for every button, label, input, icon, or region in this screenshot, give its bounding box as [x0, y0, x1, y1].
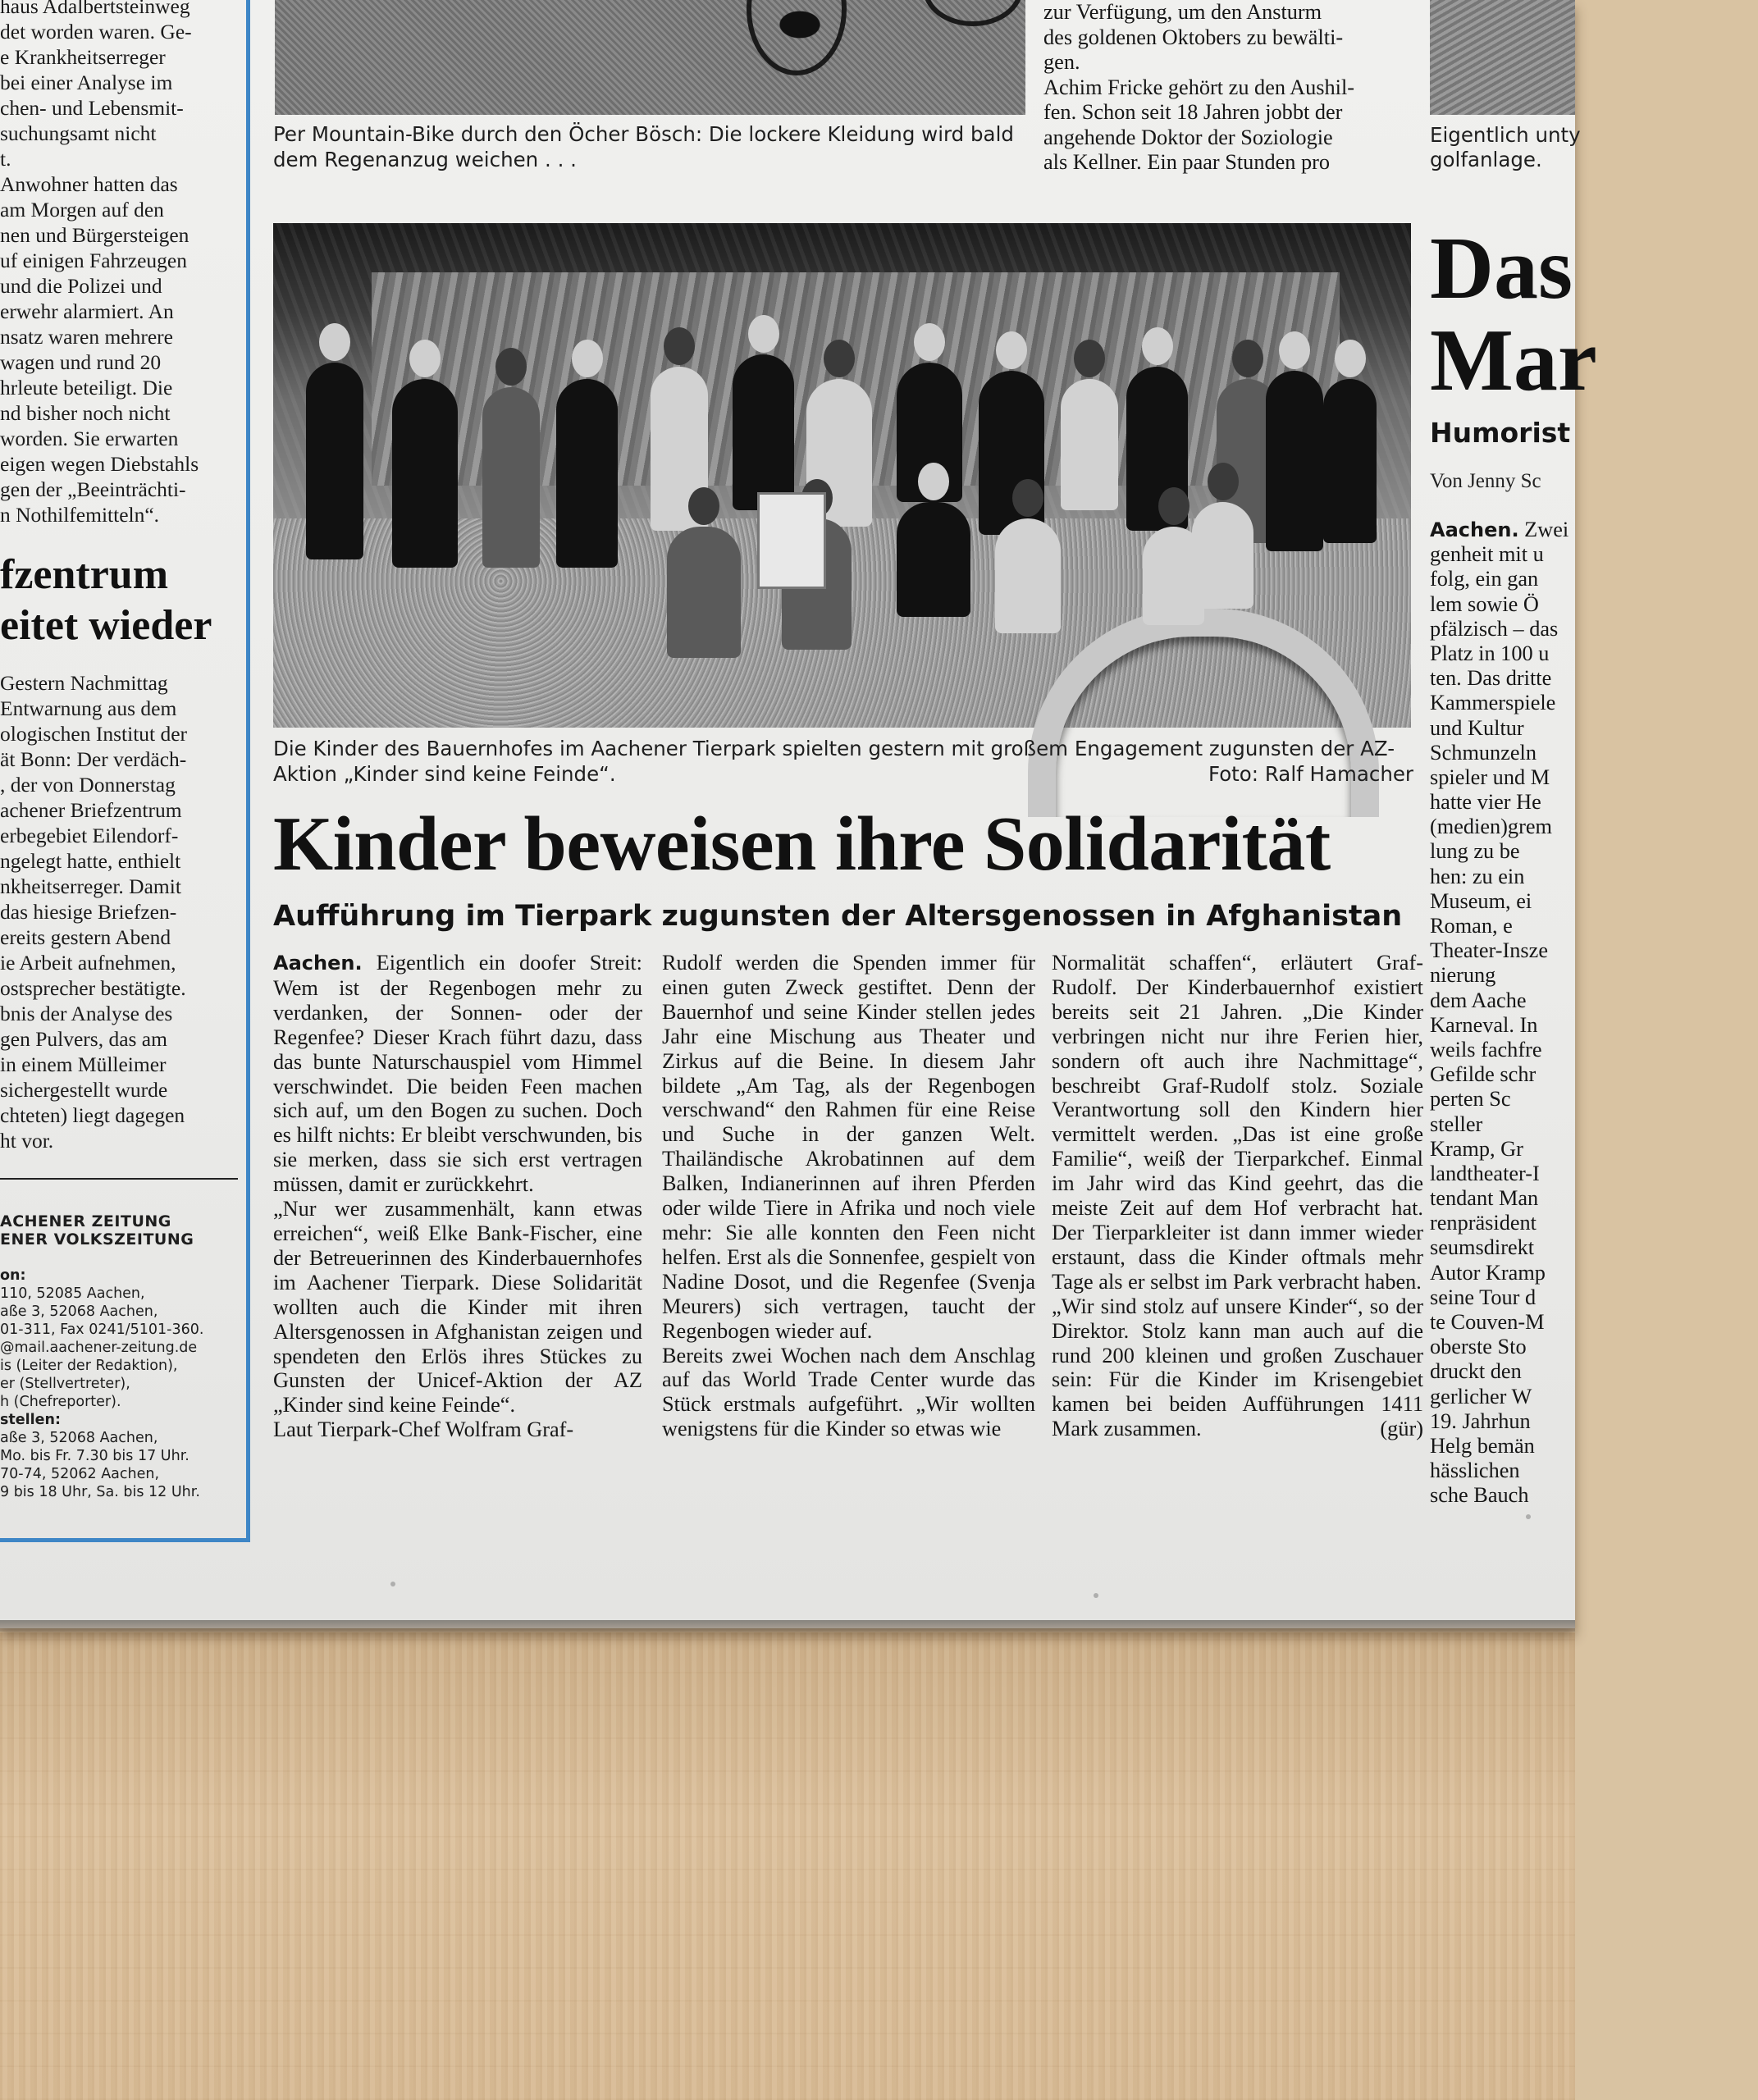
- left-text-line: achener Briefzentrum: [0, 798, 182, 822]
- impressum-line: stellen:: [0, 1412, 61, 1428]
- right-text-line: 19. Jahrhun: [1430, 1408, 1531, 1433]
- main-photo-caption: Die Kinder des Bauernhofes im Aachener Tierpark spielten gestern mit großem Engagement zugunsten der AZ-Aktion „Kinder sind keine Feinde“.: [273, 737, 1395, 786]
- right-text-line: Karneval. In: [1430, 1012, 1538, 1037]
- right-text-line: hen: zu ein: [1430, 864, 1525, 888]
- right-text-line: lung zu be: [1430, 839, 1520, 864]
- left-text-line: eigen wegen Diebstahls: [0, 452, 199, 476]
- left-text-line: ologischen Institut der: [0, 722, 188, 746]
- left-text-line: hrleute beteiligt. Die: [0, 376, 173, 399]
- golf-photo: [1430, 0, 1575, 115]
- left-text-line: am Morgen auf den: [0, 198, 164, 221]
- left-text-line: bnis der Analyse des: [0, 1002, 173, 1025]
- impressum-line: 70-74, 52062 Aachen,: [0, 1466, 160, 1482]
- right-subheadline: Humorist: [1430, 417, 1571, 449]
- top-text-line: des goldenen Oktobers zu bewälti-: [1043, 25, 1344, 49]
- left-text-line: Entwarnung aus dem: [0, 696, 177, 720]
- right-text-line: Helg bemän: [1430, 1433, 1535, 1458]
- right-text-line: oberste Sto: [1430, 1335, 1527, 1359]
- left-text-line: haus Adalbertsteinweg: [0, 0, 190, 18]
- child-head: [1232, 340, 1263, 377]
- article-dateline: Aachen.: [273, 952, 363, 975]
- children-group-photo: [273, 223, 1411, 728]
- right-byline: Von Jenny Sc: [1430, 470, 1541, 492]
- left-text-line: bei einer Analyse im: [0, 71, 173, 94]
- left-text-line: chteten) liegt dagegen: [0, 1103, 185, 1127]
- left-text-line: ngelegt hatte, enthielt: [0, 849, 181, 873]
- child-figure: [482, 387, 540, 568]
- left-text-line: suchungsamt nicht: [0, 121, 157, 145]
- left-text-line: nen und Bürgersteigen: [0, 223, 189, 247]
- impressum-line: [0, 1249, 238, 1267]
- wooden-table-surface: [0, 1632, 1575, 2100]
- right-text-line: Museum, ei: [1430, 888, 1532, 913]
- child-figure: [556, 379, 618, 568]
- child-head: [918, 463, 949, 500]
- impressum-line: ACHENER ZEITUNG: [0, 1212, 171, 1230]
- right-text-line: Theater-Insze: [1430, 938, 1549, 963]
- child-head: [748, 315, 779, 353]
- left-text-line: wagen und rund 20: [0, 350, 162, 374]
- impressum-line: aße 3, 52068 Aachen,: [0, 1430, 158, 1446]
- left-text-line: ie Arbeit aufnehmen,: [0, 951, 176, 975]
- article-col2-paragraph-1: Rudolf werden die Spenden immer für einen guten Zweck gestiftet. Denn der Bauernhof und seine Kinder stellen jedes Jahr eine Mischung aus Theater und Zirkus auf die Beine. In diesem Jahr bildete „Am Tag, als der Regenbogen verschwand“ den Rahmen für eine Reise und Suche in der ganzen Welt. Thailändische Akrobatinnen auf dem Balken, Indianerinnen auf ihren Pferden oder wilde Tiere in Afrika und noch viele mehr: Sie alle konnten den Feen nicht helfen. Erst als die Sonnenfee, gespielt von Nadine Dosot, und die Regenfee (Svenja Meurers) sich vertragen, taucht der Regenbogen wieder auf.: [662, 951, 1035, 1343]
- left-headline-line-2: eitet wieder: [0, 602, 212, 649]
- right-dateline: Aachen.: [1430, 518, 1519, 541]
- left-text-line: gen Pulvers, das am: [0, 1027, 167, 1051]
- impressum-line: Mo. bis Fr. 7.30 bis 17 Uhr.: [0, 1448, 189, 1464]
- right-text-line: genheit mit u: [1430, 542, 1544, 567]
- right-column: [1430, 0, 1597, 1542]
- right-text-line: spieler und M: [1430, 765, 1550, 789]
- right-photo-caption: Eigentlich unty golfanlage.: [1430, 123, 1581, 171]
- right-text-line: te Couven-M: [1430, 1310, 1545, 1334]
- left-text-line: chen- und Lebensmit-: [0, 96, 184, 120]
- left-text-line: erwehr alarmiert. An: [0, 299, 174, 323]
- child-head: [1158, 487, 1190, 525]
- main-photo-caption-block: [273, 736, 1413, 787]
- article-column-1: [273, 951, 642, 1442]
- right-text-line: druckt den: [1430, 1359, 1522, 1384]
- left-text-line: Gestern Nachmittag: [0, 671, 168, 695]
- impressum-line: ENER VOLKSZEITUNG: [0, 1230, 194, 1249]
- top-text-line: angehende Doktor der Soziologie: [1043, 125, 1333, 149]
- top-photo-caption: Per Mountain-Bike durch den Öcher Bösch: Die lockere Kleidung wird bald dem Regenanzug weichen . . .: [273, 122, 1014, 171]
- left-text-line: nd bisher noch nicht: [0, 401, 171, 425]
- child-head: [319, 323, 350, 361]
- child-head: [1012, 479, 1043, 517]
- left-text-line: ht vor.: [0, 1129, 54, 1153]
- right-text-line: Platz in 100 u: [1430, 641, 1550, 665]
- right-text-line: und Kultur: [1430, 715, 1524, 740]
- right-text-line: gerlicher W: [1430, 1384, 1532, 1408]
- top-text-line: als Kellner. Ein paar Stunden pro: [1043, 150, 1331, 174]
- left-text-line: uf einigen Fahrzeugen: [0, 249, 187, 272]
- article-col3-paragraph-1: Normalität schaffen“, erläutert Graf-Rudolf. Der Kinderbauernhof existiert bereits seit 21 Jahren. „Die Kinder verbringen nicht nur ihre Ferien hier, sondern oft auch ihre Nachmittage“, beschreibt Graf-Rudolf stolz. Soziale Verantwortung soll den Kindern hier vermittelt werden. „Das ist eine große Familie“, weiß der Tierparkchef. Einmal im Jahr wird das Kind geehrt, das die meiste Zeit auf dem Hof verbracht hat. Der Tierparkleiter ist dann immer wieder erstaunt, dass die Kinder oftmals mehr Tage als er selbst im Park verbracht haben.: [1052, 951, 1423, 1294]
- left-text-line: und die Polizei und: [0, 274, 162, 298]
- left-text-line: n Nothilfemitteln“.: [0, 503, 160, 527]
- blue-box-border: [246, 0, 250, 1542]
- blue-box-border-bottom: [0, 1538, 250, 1542]
- article-col2-paragraph-2: Bereits zwei Wochen nach dem Anschlag auf das World Trade Center wurde das Stück erstmals aufgeführt. „Wir wollten wenigstens für die Kinder so etwas wie: [662, 1343, 1035, 1441]
- left-text-line: nkheitserreger. Damit: [0, 874, 181, 898]
- article-col3-paragraph-2: „Wir sind stolz auf unsere Kinder“, so der Direktor. Stolz kann man auch auf die rund 200 kleinen und großen Zuschauer sein: Für die Kinder im Krisengebiet kamen bei beiden Aufführungen 1411 Mark zusammen.: [1052, 1294, 1423, 1441]
- impressum-line: 01-311, Fax 0241/5101-360.: [0, 1322, 204, 1338]
- child-head: [1074, 340, 1105, 377]
- child-head: [664, 327, 695, 365]
- child-head: [409, 340, 441, 377]
- right-headline: [1430, 220, 1597, 409]
- bike-wheel-shape: [747, 0, 847, 75]
- right-text-line: pfälzisch – das: [1430, 616, 1559, 641]
- right-text-line: Gefilde schr: [1430, 1062, 1537, 1087]
- impressum-line: on:: [0, 1267, 26, 1284]
- left-text-line: ereits gestern Abend: [0, 925, 171, 949]
- child-head: [1335, 340, 1366, 377]
- child-head: [996, 331, 1027, 369]
- article-column-2: [662, 951, 1035, 1441]
- child-head: [1279, 331, 1310, 369]
- impressum-box: [0, 1212, 238, 1501]
- top-text-line: zur Verfügung, um den Ansturm: [1043, 0, 1322, 24]
- right-text-line: Roman, e: [1430, 914, 1513, 938]
- right-headline-line-2: Mar: [1430, 312, 1597, 409]
- left-text-line: e Krankheitserreger: [0, 45, 166, 69]
- article-column-3: [1052, 951, 1423, 1441]
- right-text-line: renpräsident: [1430, 1211, 1537, 1235]
- child-figure: [897, 502, 970, 617]
- poster-held-by-child: [757, 492, 826, 589]
- right-headline-line-1: Das: [1430, 220, 1573, 317]
- paper-edge-shadow: [0, 1620, 1575, 1632]
- article-headline: Kinder beweisen ihre Solidarität: [273, 801, 1331, 887]
- right-text-line: landtheater-I: [1430, 1161, 1540, 1185]
- right-text-line: perten Sc: [1430, 1087, 1511, 1112]
- right-text-line: lem sowie Ö: [1430, 591, 1539, 616]
- left-text-line: , der von Donnerstag: [0, 773, 176, 797]
- right-text-line: Schmunzeln: [1430, 740, 1537, 765]
- left-text-line: gen der „Beeinträchti-: [0, 477, 186, 501]
- right-text-line: hässlichen: [1430, 1459, 1520, 1483]
- photo-credit: Foto: Ralf Hamacher: [1208, 762, 1413, 786]
- right-text-line: weils fachfre: [1430, 1037, 1542, 1061]
- right-text-line: seumsdirekt: [1430, 1235, 1535, 1260]
- impressum-line: er (Stellvertreter),: [0, 1376, 130, 1392]
- left-text-line: in einem Mülleimer: [0, 1052, 167, 1076]
- impressum-line: 110, 52085 Aachen,: [0, 1285, 145, 1302]
- child-head: [572, 340, 603, 377]
- right-text-line: Kammerspiele: [1430, 691, 1556, 715]
- child-figure: [392, 379, 458, 568]
- child-head: [1208, 463, 1239, 500]
- top-article-text: [1043, 0, 1409, 176]
- top-text-line: gen.: [1043, 50, 1080, 74]
- right-text-line: Kramp, Gr: [1430, 1136, 1523, 1161]
- left-article-headline: [0, 550, 238, 651]
- impressum-line: h (Chefreporter).: [0, 1394, 121, 1410]
- child-head: [495, 348, 527, 386]
- left-text-line: ät Bonn: Der verdäch-: [0, 747, 187, 771]
- left-text-line: det worden waren. Ge-: [0, 20, 192, 43]
- child-figure: [306, 363, 363, 559]
- impressum-line: @mail.aachener-zeitung.de: [0, 1340, 198, 1356]
- left-column: [0, 0, 246, 1542]
- bike-wheel-shape: [923, 0, 1023, 26]
- left-text-line: Anwohner hatten das: [0, 172, 178, 196]
- child-head: [824, 340, 855, 377]
- right-article-text: Aachen. Zwei genheit mit u folg, ein gan lem sowie Ö pfälzisch – das Platz in 100 u ten. Das dritte Kammerspiele und Kultur Schmunzeln spieler und M hatte vier He (medien)grem lung zu be hen: zu ein Museum, ei Roman, e Theater-Insze nierung dem Aache Karneval. In weils fachfre Gefilde schr perten Sc steller Kramp, Gr landtheater-I tendant Man renpräsident seumsdirekt Autor Kramp seine Tour d te Couven-M oberste Sto druckt den gerlicher W 19. Jahrhun Helg bemän hässlichen sche Bauch: [1430, 518, 1758, 1509]
- impressum-line: aße 3, 52068 Aachen,: [0, 1303, 158, 1320]
- mountain-bike-photo: [275, 0, 1025, 115]
- child-figure: [995, 518, 1061, 633]
- impressum-line: 9 bis 18 Uhr, Sa. bis 12 Uhr.: [0, 1484, 200, 1500]
- child-head: [688, 487, 719, 525]
- left-text-line: sichergestellt wurde: [0, 1078, 168, 1102]
- left-text-line: t.: [0, 147, 11, 171]
- right-text-line: ten. Das dritte: [1430, 666, 1552, 691]
- article-col1-paragraph-1: Eigentlich ein doofer Streit: Wem ist der Regenbogen mehr zu verdanken, der Sonnen- oder der Regenfee? Dieser Krach führt dazu, dass das bunte Naturschauspiel vom Himmel verschwindet. Die beiden Feen machen sich auf, um den Bogen zu suchen. Doch es hilft nichts: Er bleibt verschwunden, bis sie merken, dass sie sich erst vertragen müssen, damit er zurückkehrt.: [273, 951, 642, 1197]
- right-text-line: sche Bauch: [1430, 1483, 1529, 1508]
- left-headline-line-1: fzentrum: [0, 551, 169, 598]
- impressum-line: is (Leiter der Redaktion),: [0, 1358, 178, 1374]
- child-figure: [667, 527, 741, 658]
- top-text-line: Achim Fricke gehört zu den Aushil-: [1043, 75, 1355, 99]
- article-signature: (gür): [1380, 1417, 1423, 1441]
- child-head: [1142, 327, 1173, 365]
- left-text-line: ostsprecher bestätigte.: [0, 976, 186, 1000]
- right-text-line: steller: [1430, 1112, 1483, 1136]
- child-figure: [1061, 379, 1118, 510]
- right-text-line: folg, ein gan: [1430, 567, 1539, 591]
- child-head: [914, 323, 945, 361]
- left-text-line: worden. Sie erwarten: [0, 427, 179, 450]
- left-article-text-top: [0, 0, 230, 527]
- child-figure: [733, 354, 794, 510]
- column-divider: [0, 1178, 238, 1180]
- article-col1-paragraph-3: Laut Tierpark-Chef Wolfram Graf-: [273, 1418, 574, 1442]
- right-text-line: dem Aache: [1430, 988, 1527, 1012]
- right-text-line: nierung: [1430, 963, 1496, 988]
- article-col1-paragraph-2: „Nur wer zusammenhält, kann etwas erreichen“, weiß Elke Bank-Fischer, eine der Betreuerinnen des Kinderbauernhofes im Aachener Tierpark. Diese Solidarität wollten auch die Kinder mit ihren Altersgenossen in Afghanistan zeigen und spendeten den Erlös ihres Stückes zu Gunsten der Unicef-Aktion der AZ „Kinder sind keine Feinde“.: [273, 1197, 642, 1418]
- child-figure: [1266, 371, 1323, 551]
- left-text-line: nsatz waren mehrere: [0, 325, 173, 349]
- left-text-line: erbegebiet Eilendorf-: [0, 824, 179, 847]
- article-subheadline: Aufführung im Tierpark zugunsten der Altersgenossen in Afghanistan: [273, 900, 1403, 933]
- right-text-line: Autor Kramp: [1430, 1260, 1546, 1285]
- top-text-line: fen. Schon seit 18 Jahren jobbt der: [1043, 100, 1343, 124]
- right-text-line: hatte vier He: [1430, 790, 1541, 815]
- right-text-line: seine Tour d: [1430, 1285, 1537, 1309]
- left-text-line: das hiesige Briefzen-: [0, 900, 177, 924]
- right-text-line: (medien)grem: [1430, 815, 1552, 839]
- right-text-line: tendant Man: [1430, 1186, 1539, 1211]
- child-figure: [1323, 379, 1377, 543]
- child-figure: [1192, 502, 1253, 609]
- left-article-text-lower: [0, 670, 230, 1153]
